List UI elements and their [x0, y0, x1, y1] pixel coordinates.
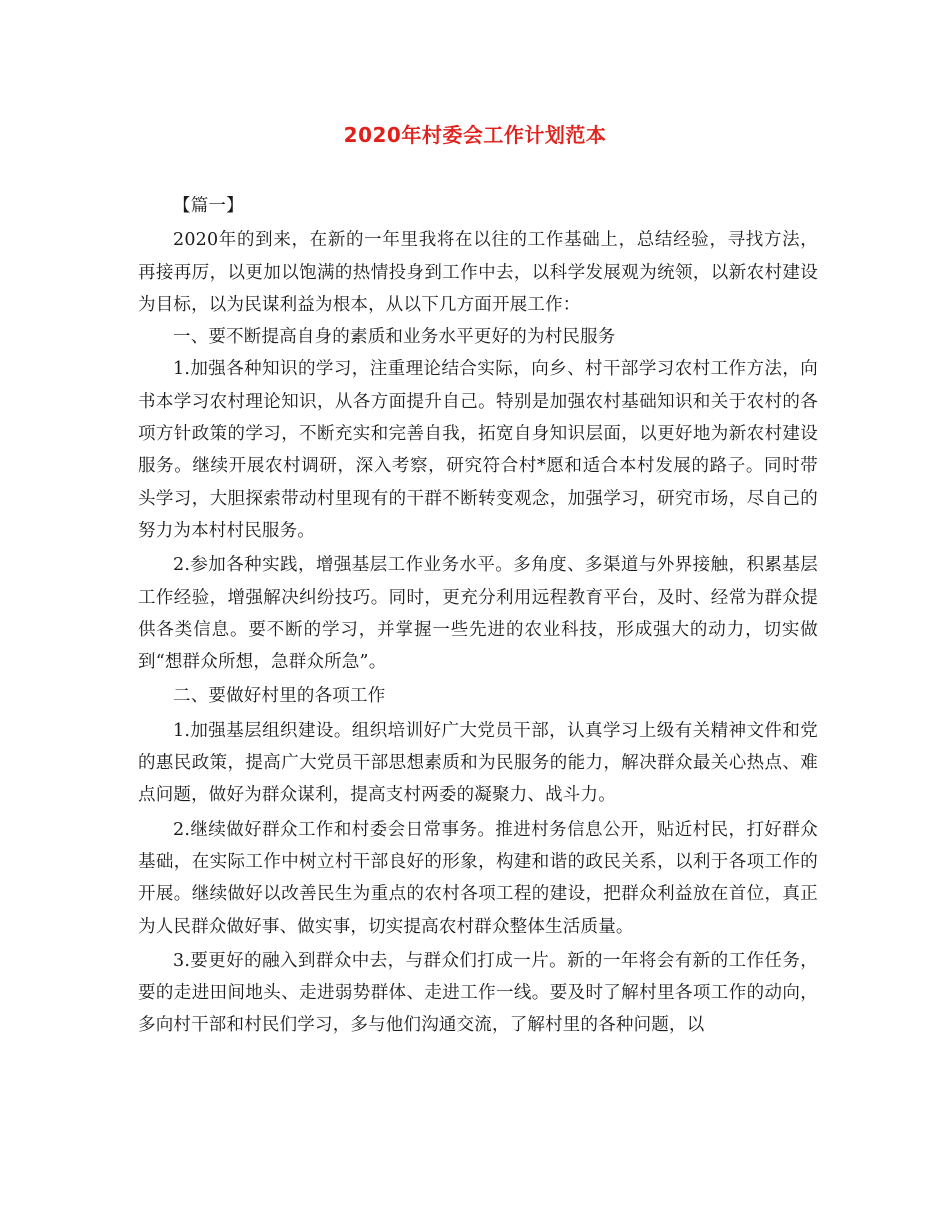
section-heading-one: 一、要不断提高自身的素质和业务水平更好的为村民服务 [173, 327, 616, 348]
paragraph-1-2: 2.参加各种实践，增强基层工作业务水平。多角度、多渠道与外界接触，积累基层工作经验，增强解决纠纷技巧。同时，更充分利用远程教育平台，及时、经常为群众提供各类信息。要不断的学习，并掌握一些先进的农业科技，形成强大的动力，切实做到“想群众所想，急群众所急”。 [138, 555, 818, 673]
section-heading-part-one: 【篇一】 [173, 196, 244, 216]
paragraph-2-1: 1.加强基层组织建设。组织培训好广大党员干部，认真学习上级有关精神文件和党的惠民政策，提高广大党员干部思想素质和为民服务的能力，解决群众最关心热点、难点问题，做好为群众谋利，提高支村两委的凝聚力、战斗力。 [138, 720, 818, 806]
intro-paragraph: 2020年的到来，在新的一年里我将在以往的工作基础上，总结经验，寻找方法，再接再厉，以更加以饱满的热情投身到工作中去，以科学发展观为统领，以新农村建设为目标，以为民谋利益为根本，从以下几方面开展工作： [138, 230, 818, 315]
document-title: 2020年村委会工作计划范本 [343, 123, 607, 147]
paragraph-1-1: 1.加强各种知识的学习，注重理论结合实际，向乡、村干部学习农村工作方法，向书本学习农村理论知识，从各方面提升自己。特别是加强农村基础知识和关于农村的各项方针政策的学习，不断充实和完善自我，拓宽自身知识层面，以更好地为新农村建设服务。继续开展农村调研，深入考察，研究符合村*愿和适合本村发展的路子。同时带头学习，大胆探索带动村里现有的干群不断转变观念，加强学习，研究市场，尽自己的努力为本村村民服务。 [138, 359, 818, 541]
paragraph-2-2: 2.继续做好群众工作和村委会日常事务。推进村务信息公开，贴近村民，打好群众基础，在实际工作中树立村干部良好的形象，构建和谐的政民关系，以利于各项工作的开展。继续做好以改善民生为重点的农村各项工程的建设，把群众利益放在首位，真正为人民群众做好事、做实事，切实提高农村群众整体生活质量。 [138, 819, 818, 937]
paragraph-2-3: 3.要更好的融入到群众中去，与群众们打成一片。新的一年将会有新的工作任务，要的走进田间地头、走进弱势群体、走进工作一线。要及时了解村里各项工作的动向，多向村干部和村民们学习，多与他们沟通交流，了解村里的各种问题，以 [138, 950, 818, 1036]
document-body [138, 190, 818, 1042]
section-heading-two: 二、要做好村里的各项工作 [173, 686, 386, 707]
